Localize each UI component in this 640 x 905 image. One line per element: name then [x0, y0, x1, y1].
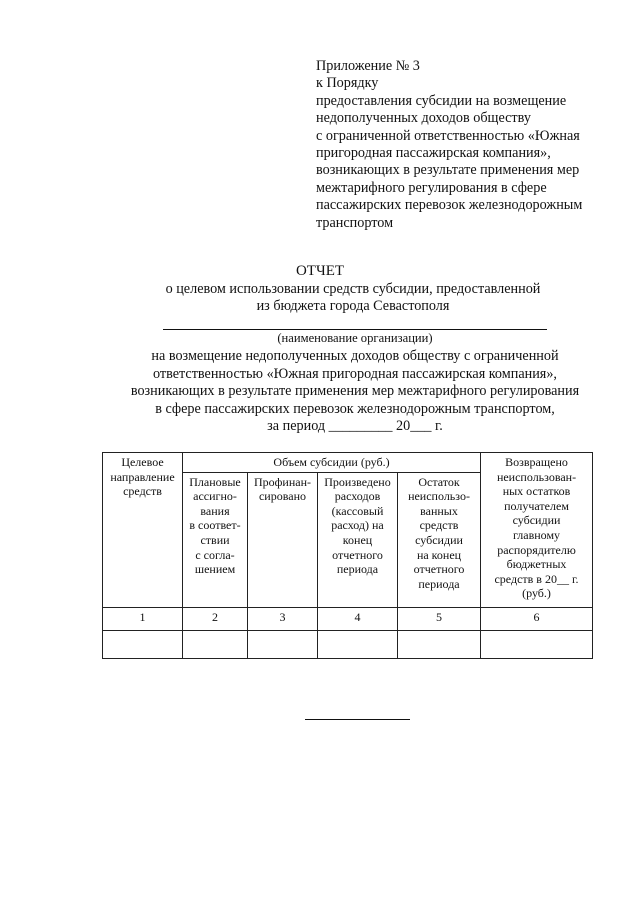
header-subsidy-volume: Объем субсидии (руб.): [183, 453, 481, 473]
column-number: 4: [318, 607, 398, 630]
purpose-line: в сфере пассажирских перевозок железнодорожным транспортом,: [155, 400, 555, 417]
column-number: 2: [183, 607, 248, 630]
appendix-line: пригородная пассажирская компания»,: [316, 145, 551, 162]
appendix-line: с ограниченной ответственностью «Южная: [316, 127, 580, 144]
organization-name-line: [163, 329, 547, 330]
column-number: 6: [481, 607, 593, 630]
table-row: [103, 630, 593, 658]
table-cell: [103, 630, 183, 658]
column-number: 3: [248, 607, 318, 630]
appendix-line: к Порядку: [316, 75, 379, 92]
purpose-line: ответственностью «Южная пригородная пассажирская компания»,: [153, 365, 557, 382]
table-header-row: [103, 453, 593, 473]
header-remainder: Остаток неиспользо- ванных средств субсидии на конец отчетного периода: [398, 472, 481, 607]
purpose-line: возникающих в результате применения мер межтарифного регулирования: [130, 383, 580, 399]
appendix-line: пассажирских перевозок железнодорожным: [316, 197, 583, 214]
header-purpose: Целевое направление средств: [103, 453, 183, 608]
appendix-line: Приложение № 3: [316, 58, 420, 74]
table-cell: [398, 630, 481, 658]
header-financed: Профинан- сировано: [248, 472, 318, 607]
purpose-line: на возмещение недополученных доходов обществу с ограниченной: [151, 348, 559, 364]
appendix-line: возникающих в результате применения мер: [316, 162, 580, 179]
column-numbers-row: [103, 607, 593, 630]
closing-line: [305, 719, 410, 720]
subtitle-line: из бюджета города Севастополя: [256, 298, 450, 314]
appendix-line: транспортом: [316, 214, 394, 231]
appendix-header: [316, 58, 616, 232]
organization-name-hint: (наименование организации): [277, 331, 433, 345]
header-planned: Плановые ассигно- вания в соответ- ствии с согла- шением: [183, 472, 248, 607]
subsidy-report-table: [102, 452, 593, 659]
column-number: 5: [398, 607, 481, 630]
table-cell: [318, 630, 398, 658]
appendix-line: предоставления субсидии на возмещение: [316, 92, 567, 109]
appendix-line: недополученных доходов обществу: [316, 110, 531, 127]
table-cell: [481, 630, 593, 658]
report-title: ОТЧЕТ: [295, 263, 345, 279]
header-returned: Возвращено неиспользован- ных остатков получателем субсидии главному распорядителю бюджетных средств в 20__ г. (руб.): [481, 453, 593, 608]
report-purpose: [0, 348, 640, 436]
subtitle-line: о целевом использовании средств субсидии, предоставленной: [165, 281, 541, 297]
table-cell: [183, 630, 248, 658]
appendix-line: межтарифного регулирования в сфере: [316, 179, 547, 196]
report-period: за период _________ 20___ г.: [267, 418, 443, 434]
column-number: 1: [103, 607, 183, 630]
header-spent: Произведено расходов (кассовый расход) на конец отчетного периода: [318, 472, 398, 607]
table-cell: [248, 630, 318, 658]
report-subtitle: [0, 281, 640, 315]
